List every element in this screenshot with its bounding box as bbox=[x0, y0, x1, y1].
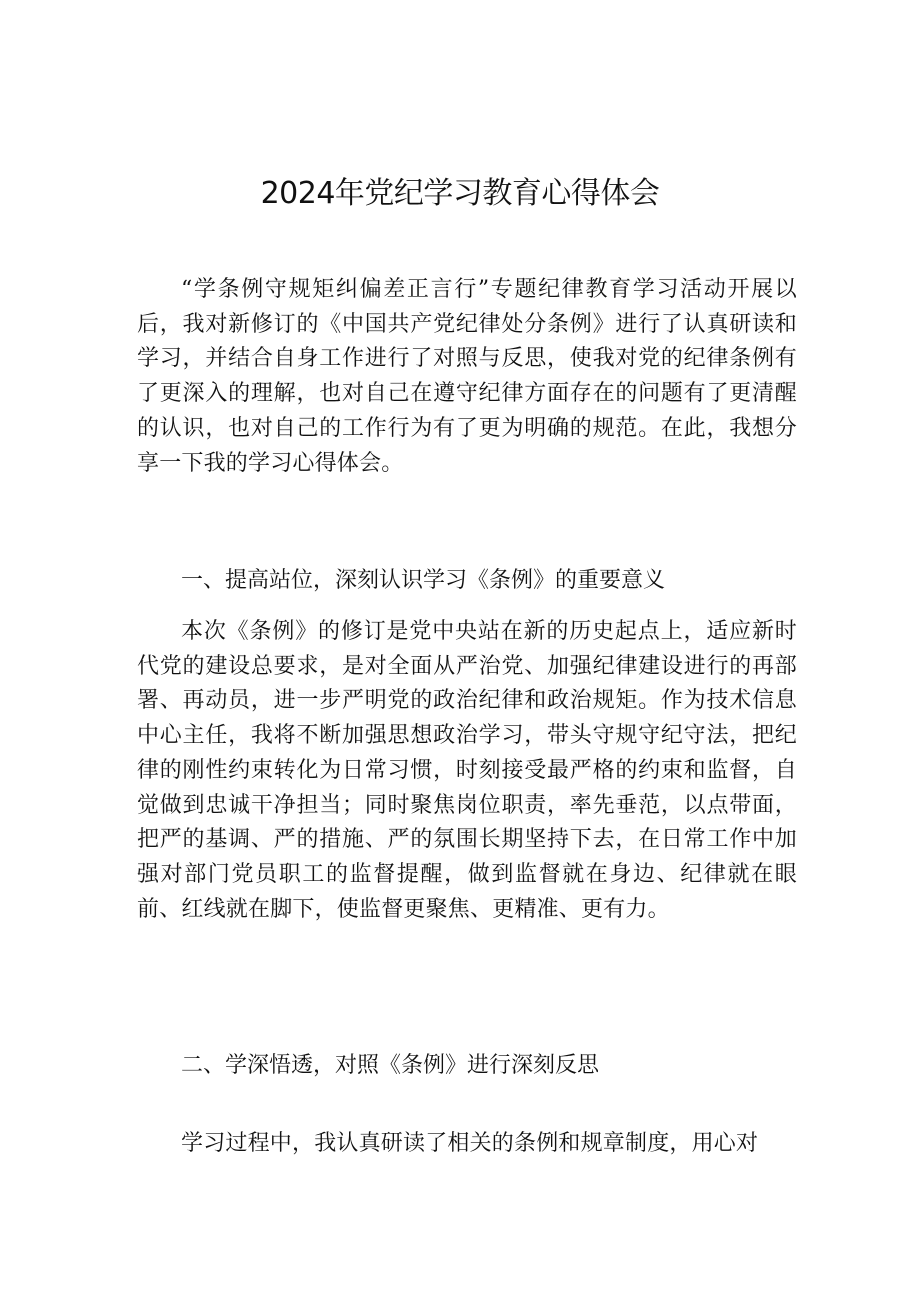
section-2-paragraph: 学习过程中，我认真研读了相关的条例和规章制度，用心对 bbox=[181, 1131, 759, 1156]
intro-paragraph: “学条例守规矩纠偏差正言行”专题纪律教育学习活动开展以后，我对新修订的《中国共产党纪律处分条例》进行了认真研读和学习，并结合自身工作进行了对照与反思，使我对党的纪律条例有了更深入的理解，也对自己在遵守纪律方面存在的问题有了更清醒的认识，也对自己的工作行为有了更为明确的规范。在此，我想分享一下我的学习心得体会。 bbox=[137, 277, 797, 476]
document-title: 2024年党纪学习教育心得体会 bbox=[260, 176, 660, 211]
section-2-heading: 二、学深悟透，对照《条例》进行深刻反思 bbox=[181, 1053, 600, 1078]
section-1-heading: 一、提高站位，深刻认识学习《条例》的重要意义 bbox=[181, 568, 666, 593]
section-1-paragraph: 本次《条例》的修订是党中央站在新的历史起点上，适应新时代党的建设总要求，是对全面从严治党、加强纪律建设进行的再部署、再动员，进一步严明党的政治纪律和政治规矩。作为技术信息中心主任，我将不断加强思想政治学习，带头守规守纪守法，把纪律的刚性约束转化为日常习惯，时刻接受最严格的约束和监督，自觉做到忠诚干净担当；同时聚焦岗位职责，率先垂范，以点带面，把严的基调、严的措施、严的氛围长期坚持下去，在日常工作中加强对部门党员职工的监督提醒，做到监督就在身边、纪律就在眼前、红线就在脚下，使监督更聚焦、更精准、更有力。 bbox=[137, 619, 797, 922]
